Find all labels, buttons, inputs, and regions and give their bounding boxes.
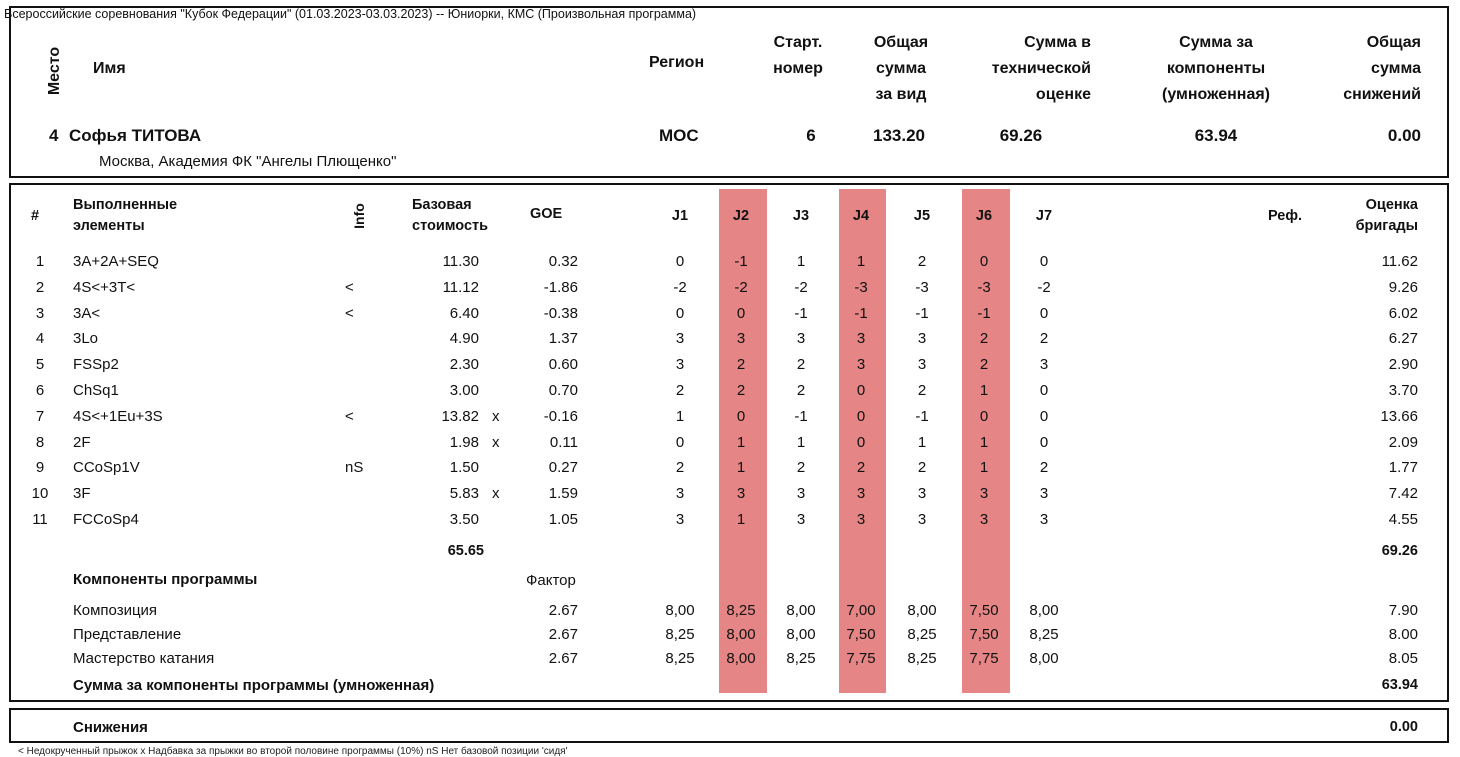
element-judge-4: 0 <box>856 408 866 425</box>
header-ded-l3: снижений <box>1343 86 1421 103</box>
element-code: FSSp2 <box>73 356 119 373</box>
components-header: Компоненты программы <box>73 571 258 588</box>
element-code: CCoSp1V <box>73 459 140 476</box>
component-score: 7.90 <box>1388 602 1418 619</box>
element-judge-1: -2 <box>673 279 687 296</box>
element-judge-4: 1 <box>856 253 866 270</box>
element-judge-1: 3 <box>675 330 685 347</box>
element-judge-7: 0 <box>1039 408 1049 425</box>
element-judge-6: 3 <box>979 511 989 528</box>
component-judge-7: 8,00 <box>1029 602 1059 619</box>
header-name: Имя <box>93 60 126 77</box>
component-judge-2: 8,00 <box>726 626 756 643</box>
factor-header: Фактор <box>526 572 576 589</box>
col-base-header <box>412 195 488 237</box>
element-judge-3: 2 <box>796 356 806 373</box>
element-base-value: 1.50 <box>449 459 479 476</box>
element-judge-5: -1 <box>915 408 929 425</box>
header-pcs-l2: компоненты <box>1166 60 1266 77</box>
element-base-value: 5.83 <box>449 485 479 502</box>
element-panel-score: 3.70 <box>1388 382 1418 399</box>
element-judge-3: 3 <box>796 511 806 528</box>
element-panel-score: 4.55 <box>1388 511 1418 528</box>
element-judge-5: 3 <box>917 511 927 528</box>
col-panel-l1: Оценка <box>1365 197 1418 213</box>
component-judge-5: 8,25 <box>907 626 937 643</box>
header-total-l1: Общая <box>873 34 929 51</box>
elements-total-base: 65.65 <box>447 543 484 559</box>
element-judge-7: 3 <box>1039 485 1049 502</box>
element-judge-7: 2 <box>1039 330 1049 347</box>
element-base-value: 1.98 <box>449 434 479 451</box>
element-judge-6: 2 <box>979 356 989 373</box>
element-goe: -1.86 <box>543 279 578 296</box>
element-panel-score: 11.62 <box>1381 253 1418 270</box>
element-base-value: 13.82 <box>441 408 479 425</box>
element-judge-6: 3 <box>979 485 989 502</box>
component-judge-6: 7,50 <box>969 602 999 619</box>
col-judge-header-5: J5 <box>913 208 931 224</box>
element-info: nS <box>345 459 364 476</box>
element-judge-6: -1 <box>977 305 991 322</box>
element-goe: 0.27 <box>548 459 578 476</box>
element-judge-2: 2 <box>736 382 746 399</box>
element-judge-6: 2 <box>979 330 989 347</box>
components-total: 63.94 <box>1381 677 1418 693</box>
col-judge-header-7: J7 <box>1035 208 1053 224</box>
element-goe: 0.70 <box>548 382 578 399</box>
element-judge-4: 0 <box>856 434 866 451</box>
header-total-l3: за вид <box>875 86 927 103</box>
component-judge-1: 8,25 <box>665 626 695 643</box>
element-judge-1: 0 <box>675 253 685 270</box>
element-judge-7: -2 <box>1037 279 1051 296</box>
element-code: 4S<+3T< <box>73 279 136 296</box>
element-judge-6: 1 <box>979 382 989 399</box>
header-pcs-l1: Сумма за <box>1179 34 1253 51</box>
element-judge-1: 3 <box>675 511 685 528</box>
component-judge-2: 8,25 <box>726 602 756 619</box>
element-judge-4: 3 <box>856 485 866 502</box>
element-code: 3F <box>73 485 91 502</box>
element-judge-5: 3 <box>917 330 927 347</box>
element-bonus-x: x <box>492 485 500 502</box>
col-goe-header: GOE <box>530 206 563 222</box>
component-judge-2: 8,00 <box>726 650 756 667</box>
element-judge-6: 1 <box>979 434 989 451</box>
skater-total: 133.20 <box>873 126 925 145</box>
element-bonus-x: x <box>492 434 500 451</box>
component-name: Мастерство катания <box>73 650 215 667</box>
element-judge-7: 3 <box>1039 511 1049 528</box>
element-num: 3 <box>35 305 45 322</box>
element-judge-5: 3 <box>917 485 927 502</box>
header-region: Регион <box>649 54 705 71</box>
component-judge-4: 7,75 <box>846 650 876 667</box>
skater-deductions: 0.00 <box>1387 126 1421 145</box>
skater-name: Софья ТИТОВА <box>69 126 202 145</box>
element-base-value: 3.50 <box>449 511 479 528</box>
event-title: Всероссийские соревнования "Кубок Федерации" (01.03.2023-03.03.2023) -- Юниорки, КМС (Произвольная программа) <box>4 7 697 21</box>
header-ded-l1: Общая <box>1366 34 1421 51</box>
skater-start-number: 6 <box>806 126 816 145</box>
component-judge-6: 7,75 <box>969 650 999 667</box>
elements-total-score: 69.26 <box>1381 543 1418 559</box>
element-goe: -0.38 <box>543 305 578 322</box>
element-panel-score: 6.02 <box>1388 305 1418 322</box>
element-info: < <box>345 279 354 296</box>
element-goe: 1.37 <box>548 330 578 347</box>
element-judge-3: 2 <box>796 459 806 476</box>
component-judge-1: 8,25 <box>665 650 695 667</box>
element-judge-3: 3 <box>796 330 806 347</box>
element-bonus-x: x <box>492 408 500 425</box>
element-judge-5: 3 <box>917 356 927 373</box>
element-judge-1: 3 <box>675 356 685 373</box>
element-judge-2: -1 <box>734 253 748 270</box>
element-info: < <box>345 408 354 425</box>
element-judge-7: 3 <box>1039 356 1049 373</box>
element-judge-2: 1 <box>736 434 746 451</box>
element-judge-4: 3 <box>856 356 866 373</box>
skater-club: Москва, Академия ФК "Ангелы Плющенко" <box>99 153 397 170</box>
element-judge-4: 3 <box>856 511 866 528</box>
element-num: 9 <box>35 459 45 476</box>
component-judge-6: 7,50 <box>969 626 999 643</box>
element-code: 4S<+1Eu+3S <box>73 408 163 425</box>
col-base-l2: стоимость <box>412 218 489 234</box>
element-judge-1: 0 <box>675 305 685 322</box>
element-judge-3: -1 <box>794 305 808 322</box>
element-base-value: 4.90 <box>449 330 479 347</box>
component-factor: 2.67 <box>548 650 578 667</box>
element-code: 3A+2A+SEQ <box>73 253 159 270</box>
element-base-value: 3.00 <box>449 382 479 399</box>
element-panel-score: 2.09 <box>1388 434 1418 451</box>
element-panel-score: 7.42 <box>1388 485 1418 502</box>
component-judge-5: 8,25 <box>907 650 937 667</box>
element-panel-score: 2.90 <box>1388 356 1418 373</box>
element-judge-4: 0 <box>856 382 866 399</box>
element-judge-1: 2 <box>675 382 685 399</box>
components-total-label: Сумма за компоненты программы (умноженная) <box>73 677 435 694</box>
component-score: 8.00 <box>1388 626 1418 643</box>
element-goe: 1.05 <box>548 511 578 528</box>
element-judge-7: 0 <box>1039 253 1049 270</box>
col-num-header: # <box>31 208 40 224</box>
col-ref-header: Реф. <box>1268 208 1303 224</box>
element-judge-3: 2 <box>796 382 806 399</box>
component-judge-4: 7,50 <box>846 626 876 643</box>
header-start-number <box>753 30 843 82</box>
skater-summary-box <box>9 6 1449 178</box>
header-pcs <box>1131 30 1301 108</box>
element-judge-4: 3 <box>856 330 866 347</box>
component-judge-7: 8,25 <box>1029 626 1059 643</box>
element-panel-score: 9.26 <box>1388 279 1418 296</box>
element-goe: 1.59 <box>548 485 578 502</box>
element-judge-2: 3 <box>736 485 746 502</box>
element-code: 2F <box>73 434 91 451</box>
component-name: Представление <box>73 626 182 643</box>
element-code: ChSq1 <box>73 382 119 399</box>
component-score: 8.05 <box>1388 650 1418 667</box>
element-num: 4 <box>35 330 45 347</box>
element-num: 7 <box>35 408 45 425</box>
col-judge-header-4: J4 <box>852 208 870 224</box>
element-num: 6 <box>35 382 45 399</box>
element-panel-score: 6.27 <box>1388 330 1418 347</box>
element-base-value: 11.12 <box>442 279 479 296</box>
element-judge-5: 2 <box>917 459 927 476</box>
element-judge-1: 1 <box>675 408 685 425</box>
col-exec-header <box>73 195 177 237</box>
header-tes <box>961 30 1091 108</box>
element-judge-5: -1 <box>915 305 929 322</box>
deductions-label: Снижения <box>73 719 148 736</box>
col-exec-l1: Выполненные <box>73 197 178 213</box>
skater-region: МОС <box>659 126 699 145</box>
header-total <box>853 30 949 108</box>
deductions-value: 0.00 <box>1389 719 1418 735</box>
element-base-value: 11.30 <box>442 253 479 270</box>
component-name: Композиция <box>73 602 158 619</box>
element-judge-7: 0 <box>1039 434 1049 451</box>
header-start-l1: Старт. <box>773 34 823 51</box>
header-place: Место <box>46 46 63 96</box>
element-judge-3: -2 <box>794 279 808 296</box>
element-code: 3A< <box>73 305 101 322</box>
component-factor: 2.67 <box>548 602 578 619</box>
element-judge-1: 3 <box>675 485 685 502</box>
header-tes-l1: Сумма в <box>1024 34 1091 51</box>
element-judge-2: 3 <box>736 330 746 347</box>
element-info: < <box>345 305 354 322</box>
component-factor: 2.67 <box>548 626 578 643</box>
element-goe: 0.11 <box>549 434 578 451</box>
component-judge-4: 7,00 <box>846 602 876 619</box>
element-judge-5: 2 <box>917 382 927 399</box>
col-panel-l2: бригады <box>1355 218 1418 234</box>
element-base-value: 6.40 <box>449 305 479 322</box>
element-judge-2: -2 <box>734 279 748 296</box>
element-judge-5: 2 <box>917 253 927 270</box>
element-num: 5 <box>35 356 45 373</box>
element-judge-1: 2 <box>675 459 685 476</box>
element-num: 2 <box>35 279 45 296</box>
component-judge-5: 8,00 <box>907 602 937 619</box>
element-judge-5: -3 <box>915 279 929 296</box>
element-judge-6: 0 <box>979 253 989 270</box>
component-judge-3: 8,00 <box>786 602 816 619</box>
element-judge-3: 3 <box>796 485 806 502</box>
col-judge-header-1: J1 <box>671 208 689 224</box>
element-num: 1 <box>35 253 45 270</box>
element-judge-4: -1 <box>854 305 868 322</box>
element-judge-6: 1 <box>979 459 989 476</box>
element-judge-2: 1 <box>736 511 746 528</box>
element-judge-4: 2 <box>856 459 866 476</box>
element-judge-3: 1 <box>796 253 806 270</box>
header-total-l2: сумма <box>876 60 926 77</box>
element-judge-3: 1 <box>796 434 806 451</box>
element-num: 10 <box>31 485 49 502</box>
element-judge-2: 0 <box>736 408 746 425</box>
component-judge-1: 8,00 <box>665 602 695 619</box>
element-goe: 0.32 <box>548 253 578 270</box>
component-judge-7: 8,00 <box>1029 650 1059 667</box>
header-pcs-l3: (умноженная) <box>1162 86 1270 103</box>
element-panel-score: 13.66 <box>1380 408 1418 425</box>
col-base-l1: Базовая <box>412 197 472 213</box>
element-judge-2: 2 <box>736 356 746 373</box>
element-judge-4: -3 <box>854 279 868 296</box>
skater-place: 4 <box>49 126 59 145</box>
element-judge-6: 0 <box>979 408 989 425</box>
header-deductions <box>1311 30 1421 108</box>
deductions-box <box>9 708 1449 743</box>
header-ded-l2: сумма <box>1371 60 1421 77</box>
element-base-value: 2.30 <box>449 356 479 373</box>
element-judge-1: 0 <box>675 434 685 451</box>
skater-tes: 69.26 <box>999 126 1043 145</box>
element-judge-6: -3 <box>977 279 991 296</box>
header-tes-l3: оценке <box>1035 86 1091 103</box>
header-start-l2: номер <box>773 60 823 77</box>
element-panel-score: 1.77 <box>1388 459 1418 476</box>
element-judge-2: 1 <box>736 459 746 476</box>
header-tes-l2: технической <box>991 60 1091 77</box>
element-judge-7: 2 <box>1039 459 1049 476</box>
element-judge-7: 0 <box>1039 382 1049 399</box>
component-judge-3: 8,25 <box>786 650 816 667</box>
skater-pcs: 63.94 <box>1194 126 1238 145</box>
element-goe: 0.60 <box>548 356 578 373</box>
footnote: < Недокрученный прыжок x Надбавка за прыжки во второй половине программы (10%) nS Нет базовой позиции 'сидя' <box>18 746 568 757</box>
col-exec-l2: элементы <box>73 218 145 234</box>
element-judge-7: 0 <box>1039 305 1049 322</box>
col-judge-header-3: J3 <box>792 208 810 224</box>
element-num: 8 <box>35 434 45 451</box>
element-judge-2: 0 <box>736 305 746 322</box>
element-judge-5: 1 <box>917 434 927 451</box>
element-judge-3: -1 <box>794 408 808 425</box>
element-num: 11 <box>32 511 48 528</box>
col-panel-header <box>1320 195 1418 237</box>
element-code: 3Lo <box>73 330 99 347</box>
col-info-header: Info <box>351 203 367 229</box>
component-judge-3: 8,00 <box>786 626 816 643</box>
element-goe: -0.16 <box>543 408 578 425</box>
col-judge-header-2: J2 <box>732 208 750 224</box>
col-judge-header-6: J6 <box>975 208 993 224</box>
element-code: FCCoSp4 <box>73 511 139 528</box>
